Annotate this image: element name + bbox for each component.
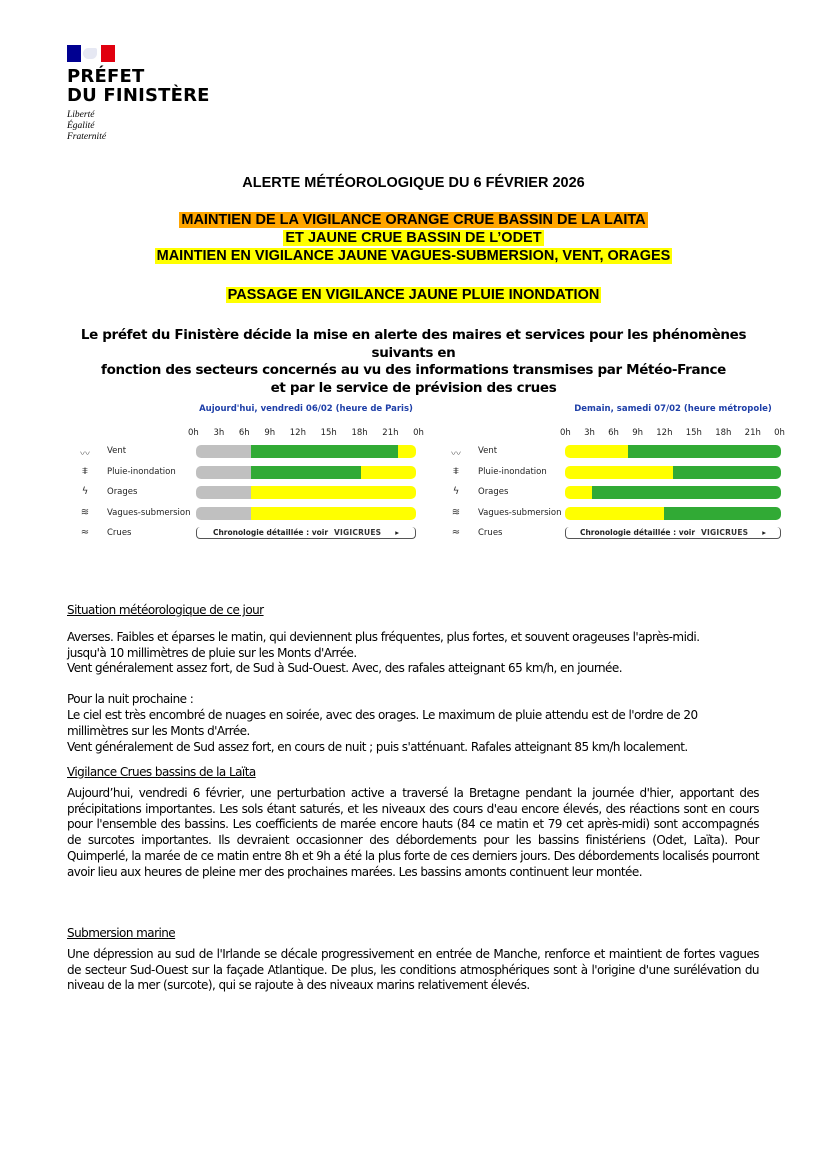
segment-yellow [565, 466, 673, 479]
vigicrues-link[interactable] [565, 527, 781, 539]
segment-gray [196, 507, 251, 520]
banner-yellow-vagues [0, 248, 827, 265]
logo-line-1: PRÉFET [67, 66, 145, 87]
arrow-right-icon: ▸ [395, 528, 400, 537]
vigilance-row [75, 486, 425, 500]
vigilance-timeline-bar [196, 507, 416, 520]
segment-yellow [398, 445, 416, 458]
vigilance-row [446, 486, 796, 500]
hours-axis [560, 428, 785, 438]
segment-green [664, 507, 781, 520]
vigilance-timeline-bar [565, 466, 781, 479]
hour-tick: 0h [188, 428, 199, 438]
banner-yellow-odet [0, 230, 827, 247]
vigicrues-logo: VIGICRUES [701, 528, 749, 537]
hour-tick: 9h [264, 428, 276, 438]
vigilance-tomorrow-panel [446, 404, 796, 549]
segment-yellow [361, 466, 416, 479]
phenomenon-label: Orages [107, 487, 138, 497]
motto-fraternite: Fraternité [67, 132, 107, 142]
hour-tick: 18h [715, 428, 732, 438]
segment-green [628, 445, 781, 458]
section-title: Submersion marine [67, 926, 176, 940]
arrow-right-icon: ▸ [762, 528, 767, 537]
crues-paragraph: Aujourd’hui, vendredi 6 février, une perturbation active a traversé la Bretagne pendant la journée d'hier, apportant des précipitations importantes. Les sols étant saturés, et les niveaux des cours d'eau encore élevés, des réactions sont en cours pour l'ensemble des bassins. Les coefficients de marée encore hauts (84 ce matin et 79 cet après-midi) sont accompagnés de surcotes importantes. Ils devraient occasionner des débordements pour les bassins finistériens (Odet, Laïta). Pour Quimperlé, la marée de ce matin entre 8h et 9h a été la plus forte de ces derniers jours. Des débordements localisés pourront avoir lieu aux heures de pleine mer des prochaines marées. Les bassins amonts continuent leur montée. [67, 785, 759, 879]
banner-text: ET JAUNE CRUE BASSIN DE L’ODET [285, 230, 542, 246]
hours-axis [188, 428, 424, 438]
hour-tick: 3h [584, 428, 595, 438]
vigilance-row [75, 466, 425, 480]
vigilance-timeline-bar [196, 486, 416, 499]
waves-icon: ≋ [451, 506, 461, 518]
meteo-line: Vent généralement assez fort, de Sud à Sud-Ouest. Avec, des rafales atteignant 65 km/h, en journée. [67, 661, 622, 676]
banner-text: MAINTIEN EN VIGILANCE JAUNE VAGUES-SUBMERSION, VENT, ORAGES [156, 248, 671, 264]
vigilance-timeline-bar [565, 507, 781, 520]
phenomenon-label: Pluie-inondation [107, 466, 176, 477]
wind-icon: 〰 [451, 449, 461, 460]
flag-blue [67, 45, 81, 62]
segment-yellow [251, 507, 416, 520]
segment-gray [196, 445, 251, 458]
vigicrues-link[interactable] [196, 527, 416, 539]
segment-gray [196, 486, 251, 499]
waves-icon: ≋ [80, 506, 90, 518]
banner-text: MAINTIEN DE LA VIGILANCE ORANGE CRUE BASSIN DE LA LAITA [181, 212, 646, 228]
hour-tick: 0h [774, 428, 785, 438]
vigilance-row [446, 445, 796, 459]
hour-tick: 3h [213, 428, 225, 438]
vigilance-row [446, 507, 796, 521]
marianne-icon [81, 45, 101, 62]
hour-tick: 21h [382, 428, 399, 438]
meteo-line: jusqu'à 10 millimètres de pluie sur les Monts d'Arrée. [67, 645, 357, 660]
banner-orange-laita [0, 212, 827, 229]
republic-flag-logo [67, 45, 115, 62]
republic-motto [67, 110, 106, 143]
hour-tick: 18h [351, 428, 368, 438]
vigilance-row [75, 527, 425, 541]
vigilance-tomorrow-title: Demain, samedi 07/02 (heure métropole) [574, 404, 772, 414]
vigilance-today-title: Aujourd'hui, vendredi 06/02 (heure de Paris) [199, 404, 413, 414]
motto-egalite: Égalité [67, 121, 95, 131]
phenomenon-label: Vagues-submersion [107, 507, 191, 518]
segment-gray [196, 466, 251, 479]
chronologie-label: Chronologie détaillée : voir [579, 528, 696, 537]
section-crues [67, 765, 759, 881]
vigilance-row [75, 445, 425, 459]
hour-tick: 0h [560, 428, 571, 438]
night-label: Pour la nuit prochaine : [67, 692, 194, 707]
rain-flood-icon: ⩨ [82, 465, 88, 477]
hour-tick: 0h [413, 428, 424, 438]
logo-line-2: DU FINISTÈRE [67, 85, 210, 106]
hour-tick: 6h [238, 428, 250, 438]
intro-line: fonction des secteurs concernés au vu des informations transmises par Météo-France [101, 362, 726, 378]
vigilance-today-panel [75, 404, 425, 549]
rain-flood-icon: ⩨ [453, 465, 459, 477]
hour-tick: 12h [289, 428, 306, 438]
segment-green [592, 486, 781, 499]
meteo-line: Averses. Faibles et éparses le matin, qui deviennent plus fréquentes, plus fortes, et souvent orageuses l'après-midi. [67, 629, 700, 644]
phenomenon-label: Crues [107, 528, 132, 538]
vigilance-row [446, 466, 796, 480]
phenomenon-label: Crues [478, 528, 503, 538]
vigilance-row [75, 507, 425, 521]
flag-red [101, 45, 115, 62]
banner-text: PASSAGE EN VIGILANCE JAUNE PLUIE INONDATION [227, 287, 600, 303]
hour-tick: 6h [608, 428, 619, 438]
night-line: Vent généralement de Sud assez fort, en cours de nuit ; puis s'atténuant. Rafales atteignant 85 km/h localement. [67, 739, 688, 754]
segment-green [251, 445, 398, 458]
prefecture-name [67, 67, 210, 105]
flood-icon: ≈ [80, 527, 90, 538]
intro-line: Le préfet du Finistère décide la mise en alerte des maires et services pour les phénomènes suivants en [80, 327, 747, 361]
phenomenon-label: Vagues-submersion [478, 507, 562, 518]
section-title: Vigilance Crues bassins de la Laïta [67, 765, 256, 779]
vigilance-timeline-bar [565, 486, 781, 499]
vigilance-timeline-bar [196, 466, 416, 479]
phenomenon-label: Vent [107, 446, 127, 456]
segment-yellow [251, 486, 416, 499]
segment-green [251, 466, 361, 479]
lightning-icon: ϟ [452, 486, 460, 497]
section-meteo [67, 603, 759, 755]
vigilance-row [446, 527, 796, 541]
hour-tick: 15h [320, 428, 337, 438]
vigilance-timeline-bar [565, 445, 781, 458]
lightning-icon: ϟ [81, 486, 89, 497]
segment-yellow [565, 486, 592, 499]
hour-tick: 21h [744, 428, 761, 438]
section-title: Situation météorologique de ce jour [67, 603, 264, 617]
phenomenon-label: Pluie-inondation [478, 466, 547, 477]
banner-yellow-pluie [0, 287, 827, 304]
night-line: Le ciel est très encombré de nuages en soirée, avec des orages. Le maximum de pluie attendu est de l'ordre de 20 millimètres sur les Monts d'Arrée. [67, 707, 698, 738]
hour-tick: 9h [632, 428, 643, 438]
hour-tick: 15h [685, 428, 702, 438]
segment-yellow [565, 445, 628, 458]
document-title: ALERTE MÉTÉOROLOGIQUE DU 6 FÉVRIER 2026 [242, 175, 585, 191]
vigicrues-logo: VIGICRUES [334, 528, 382, 537]
phenomenon-label: Orages [478, 487, 509, 497]
wind-icon: 〰 [80, 449, 90, 460]
chronologie-label: Chronologie détaillée : voir [212, 528, 329, 537]
segment-green [673, 466, 781, 479]
intro-line: et par le service de prévision des crues [270, 379, 557, 396]
vigilance-timeline-bar [196, 445, 416, 458]
flood-icon: ≈ [451, 527, 461, 538]
submersion-paragraph: Une dépression au sud de l'Irlande se décale progressivement en entrée de Manche, renforce et maintient de fortes vagues de secteur Sud-Ouest sur la façade Atlantique. De plus, les conditions atmosphériques sont à l'origine d'une surélévation du niveau de la mer (surcote), qui se rajoute à des niveaux marins relativement élevés. [67, 946, 759, 993]
phenomenon-label: Vent [478, 446, 498, 456]
hour-tick: 12h [656, 428, 673, 438]
segment-yellow [565, 507, 664, 520]
motto-liberte: Liberté [67, 110, 95, 120]
section-submersion [67, 926, 759, 994]
intro-paragraph [60, 327, 767, 397]
